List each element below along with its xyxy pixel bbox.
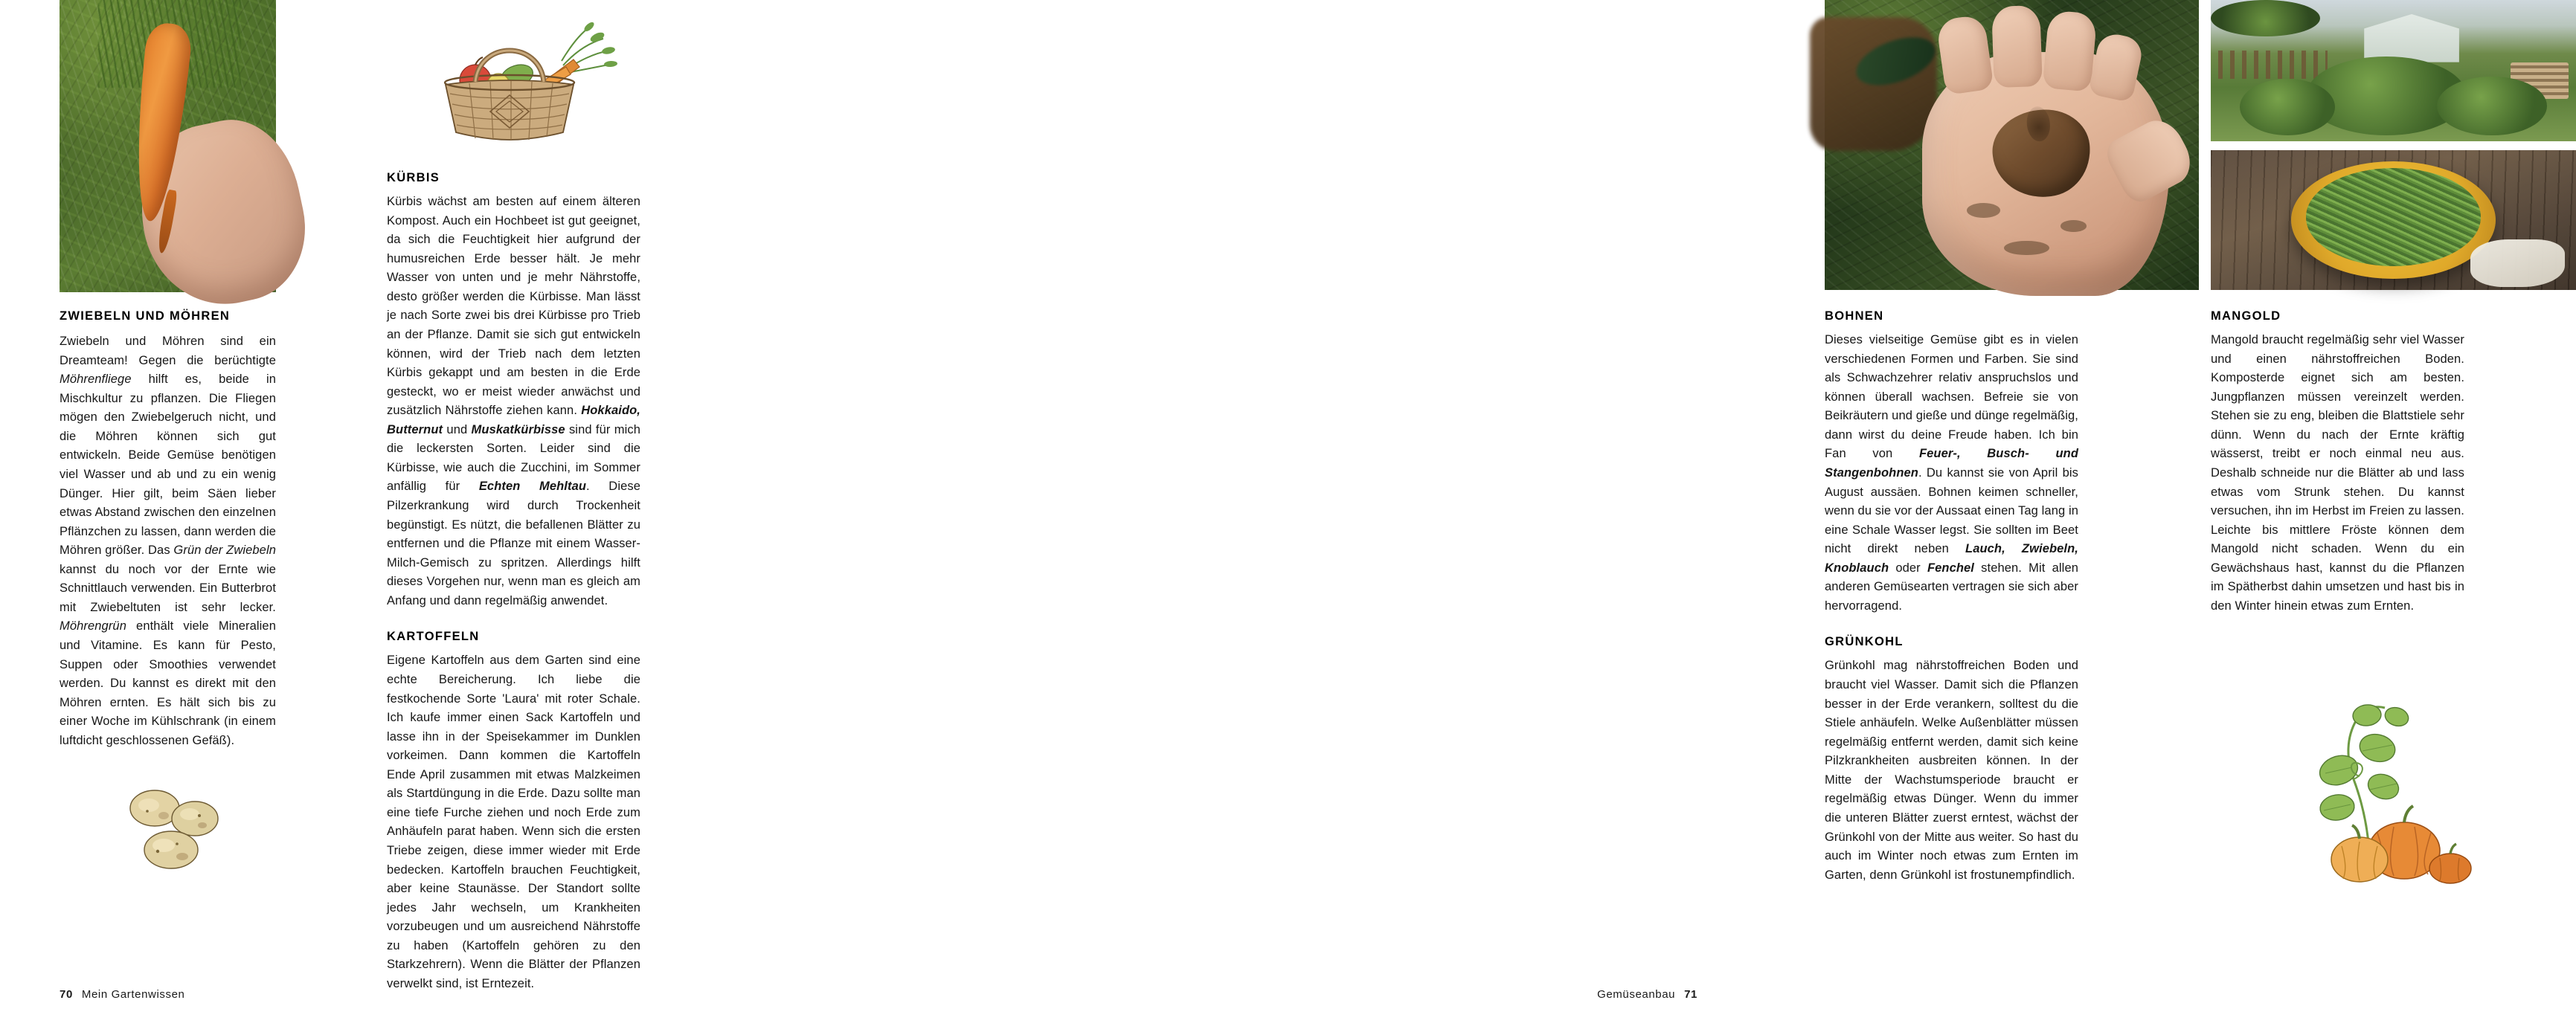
page-number-left: 70 bbox=[60, 988, 73, 1001]
paragraph-mangold: Mangold braucht regelmäßig sehr viel Wasser und einen nährstoffreichen Boden. Komposterde eignet sich am besten. Jungpflanzen müssen vereinzelt werden. Stehen sie zu eng, bleiben die Blattstiele sehr dünn. Wenn du nach der Ernte kräftig wässerst, treibt er noch einmal neu aus. Deshalb schneide nur die Blätter ab und lass etwas vom Strunk stehen. Du kannst versuchen, ihn im Herbst im Freien zu lassen. Leichte bis mittlere Fröste können dem Mangold nicht schaden. Wenn du ein Gewächshaus hast, kannst du die Pflanzen im Spätherbst dahin umsetzen und hast bis in den Winter hinein etwas zum Ernten. bbox=[2211, 333, 2464, 613]
kuerbisse-illustration bbox=[2258, 699, 2504, 885]
section-mangold bbox=[2211, 309, 2464, 616]
paragraph-zwiebeln-und-moehren: Zwiebeln und Möhren sind ein Dreamteam! Gegen die berüchtigte Möhrenfliege hilft es, beide in Mischkultur zu pflanzen. Die Fliegen mögen den Zwiebelgeruch nicht, und die Möhren können sich gut entwickeln. Beide Gemüse benötigen viel Wasser und ab und zu ein wenig Dünger. Hier gilt, beim Säen lieber etwas Abstand zwischen den einzelnen Pflänzchen zu lassen, dann werden die Möhren größer. Das Grün der Zwiebeln kannst du noch vor der Ernte wie Schnittlauch verwenden. Ein Butterbrot mit Zwiebeltuten ist sehr lecker. Möhrengrün enthält viele Mineralien und Vitamine. Es kann für Pesto, Suppen oder Smoothies verwendet werden. Du kannst es direkt mit den Möhren ernten. Es hält sich bis zu einer Woche im Kühlschrank (in einem luftdicht geschlossenen Gefäß). bbox=[60, 335, 276, 747]
section-kuerbis bbox=[387, 171, 640, 610]
korb-mit-gemuese-illustration bbox=[398, 7, 621, 149]
paragraph-kuerbis: Kürbis wächst am besten auf einem älteren Kompost. Auch ein Hochbeet ist gut geeignet, da sich die Feuchtigkeit hier aufgrund der humusreichen Erde besser hält. Je mehr Wasser von unten und je mehr Nährstoffe, desto größer werden die Kürbisse. Man lässt je nach Sorte zwei bis drei Kürbisse pro Trieb an der Pflanze. Damit sie sich gut entwickeln können, wird der Trieb nach dem letzten Kürbis gekappt und am besten in die Erde gesteckt, wo er meist wieder anwächst und zusätzlich Nährstoffe ziehen kann. Hokkaido, Butternut und Muskatkürbisse sind für mich die leckersten Sorten. Leider sind die Kürbisse, wie auch die Zucchini, im Sommer anfällig für Echten Mehltau. Diese Pilzerkrankung wird durch Trockenheit begünstigt. Es nützt, die befallenen Blätter zu entfernen und die Pflanze mit einem Wasser-Milch-Gemisch zu spritzen. Allerdings hilft dieses Vorgehen nur, wenn man es gleich am Anfang und dann regelmäßig anwendet. bbox=[387, 195, 640, 607]
section-gruenkohl bbox=[1825, 635, 2078, 885]
left-page-second-column bbox=[387, 0, 640, 994]
heading-gruenkohl: GRÜNKOHL bbox=[1825, 635, 1904, 649]
heading-mangold: MANGOLD bbox=[2211, 309, 2281, 323]
kartoffeln-illustration bbox=[112, 777, 238, 881]
heading-kartoffeln: KARTOFFELN bbox=[387, 630, 480, 644]
heading-kuerbis: KÜRBIS bbox=[387, 171, 440, 184]
hand-mit-kartoffel-photo bbox=[1825, 0, 2199, 290]
zwiebeln-und-moehren-photo bbox=[60, 0, 276, 292]
section-kartoffeln bbox=[387, 630, 640, 993]
running-head-right: Gemüseanbau bbox=[1597, 988, 1676, 1001]
folio-left bbox=[60, 988, 184, 1001]
bohnen-schuessel-photo bbox=[2211, 150, 2576, 290]
left-page bbox=[0, 0, 879, 1032]
paragraph-bohnen: Dieses vielseitige Gemüse gibt es in vielen verschiedenen Formen und Farben. Sie sind als Schwachzehrer relativ anspruchslos und können überall wachsen. Befreie sie von Beikräutern und gieße und dünge regelmäßig, dann wirst du deine Freude haben. Ich bin Fan von Feuer-, Busch- und Stangenbohnen. Du kannst sie von April bis August aussäen. Bohnen keimen schneller, wenn du sie vor der Aussaat einen Tag lang in eine Schale Wasser legst. Sie sollten im Beet nicht direkt neben Lauch, Zwiebeln, Knoblauch oder Fenchel stehen. Mit allen anderen Gemüsearten vertragen sie sich aber hervorragend. bbox=[1825, 333, 2078, 613]
paragraph-kartoffeln: Eigene Kartoffeln aus dem Garten sind eine echte Bereicherung. Ich liebe die festkochende Sorte 'Laura' mit roter Schale. Ich kaufe immer einen Sack Kartoffeln und lasse ihn in der Speisekammer im Dunklen vorkeimen. Dann kommen die Kartoffeln Ende April zusammen mit etwas Malzkeimen als Startdüngung in die Erde. Dazu sollte man eine tiefe Furche ziehen und noch Erde zum Anhäufeln parat haben. Wenn sich die ersten Triebe zeigen, diese immer wieder mit Erde bedecken. Kartoffeln brauchen Feuchtigkeit, aber keine Staunässe. Der Standort sollte jedes Jahr wechseln, um Krankheiten vorzubeugen und um ausreichend Nährstoffe zu haben (Kartoffeln gehören zu den Starkzehrern). Wenn die Blätter der Pflanzen verwelkt sind, ist Erntezeit. bbox=[387, 654, 640, 990]
section-zwiebeln-und-moehren bbox=[60, 309, 276, 750]
right-page-first-column bbox=[1825, 309, 2078, 885]
right-page-second-column bbox=[2211, 309, 2464, 616]
heading-bohnen: BOHNEN bbox=[1825, 309, 1884, 323]
heading-zwiebeln-und-moehren: ZWIEBELN UND MÖHREN bbox=[60, 309, 231, 323]
section-bohnen bbox=[1825, 309, 2078, 616]
right-page bbox=[879, 0, 2464, 1032]
running-head-left: Mein Gartenwissen bbox=[81, 988, 185, 1001]
page-number-right: 71 bbox=[1684, 988, 1697, 1001]
paragraph-gruenkohl: Grünkohl mag nährstoffreichen Boden und braucht viel Wasser. Damit sich die Pflanzen besser in der Erde verankern, solltest du die Stiele anhäufeln. Welke Außenblätter müssen regelmäßig entfernt werden, damit sich keine Pilzkrankheiten ausbreiten können. In der Mitte der Wachstumsperiode braucht er regelmäßig etwas Dünger. Wenn du immer die unteren Blätter zuerst erntest, wächst der Grünkohl von der Mitte aus weiter. So hast du auch im Winter noch etwas zum Ernten im Garten, denn Grünkohl ist frostunempfindlich. bbox=[1825, 659, 2078, 882]
garten-gewaechshaus-photo bbox=[2211, 0, 2576, 141]
folio-right bbox=[1597, 988, 1697, 1001]
